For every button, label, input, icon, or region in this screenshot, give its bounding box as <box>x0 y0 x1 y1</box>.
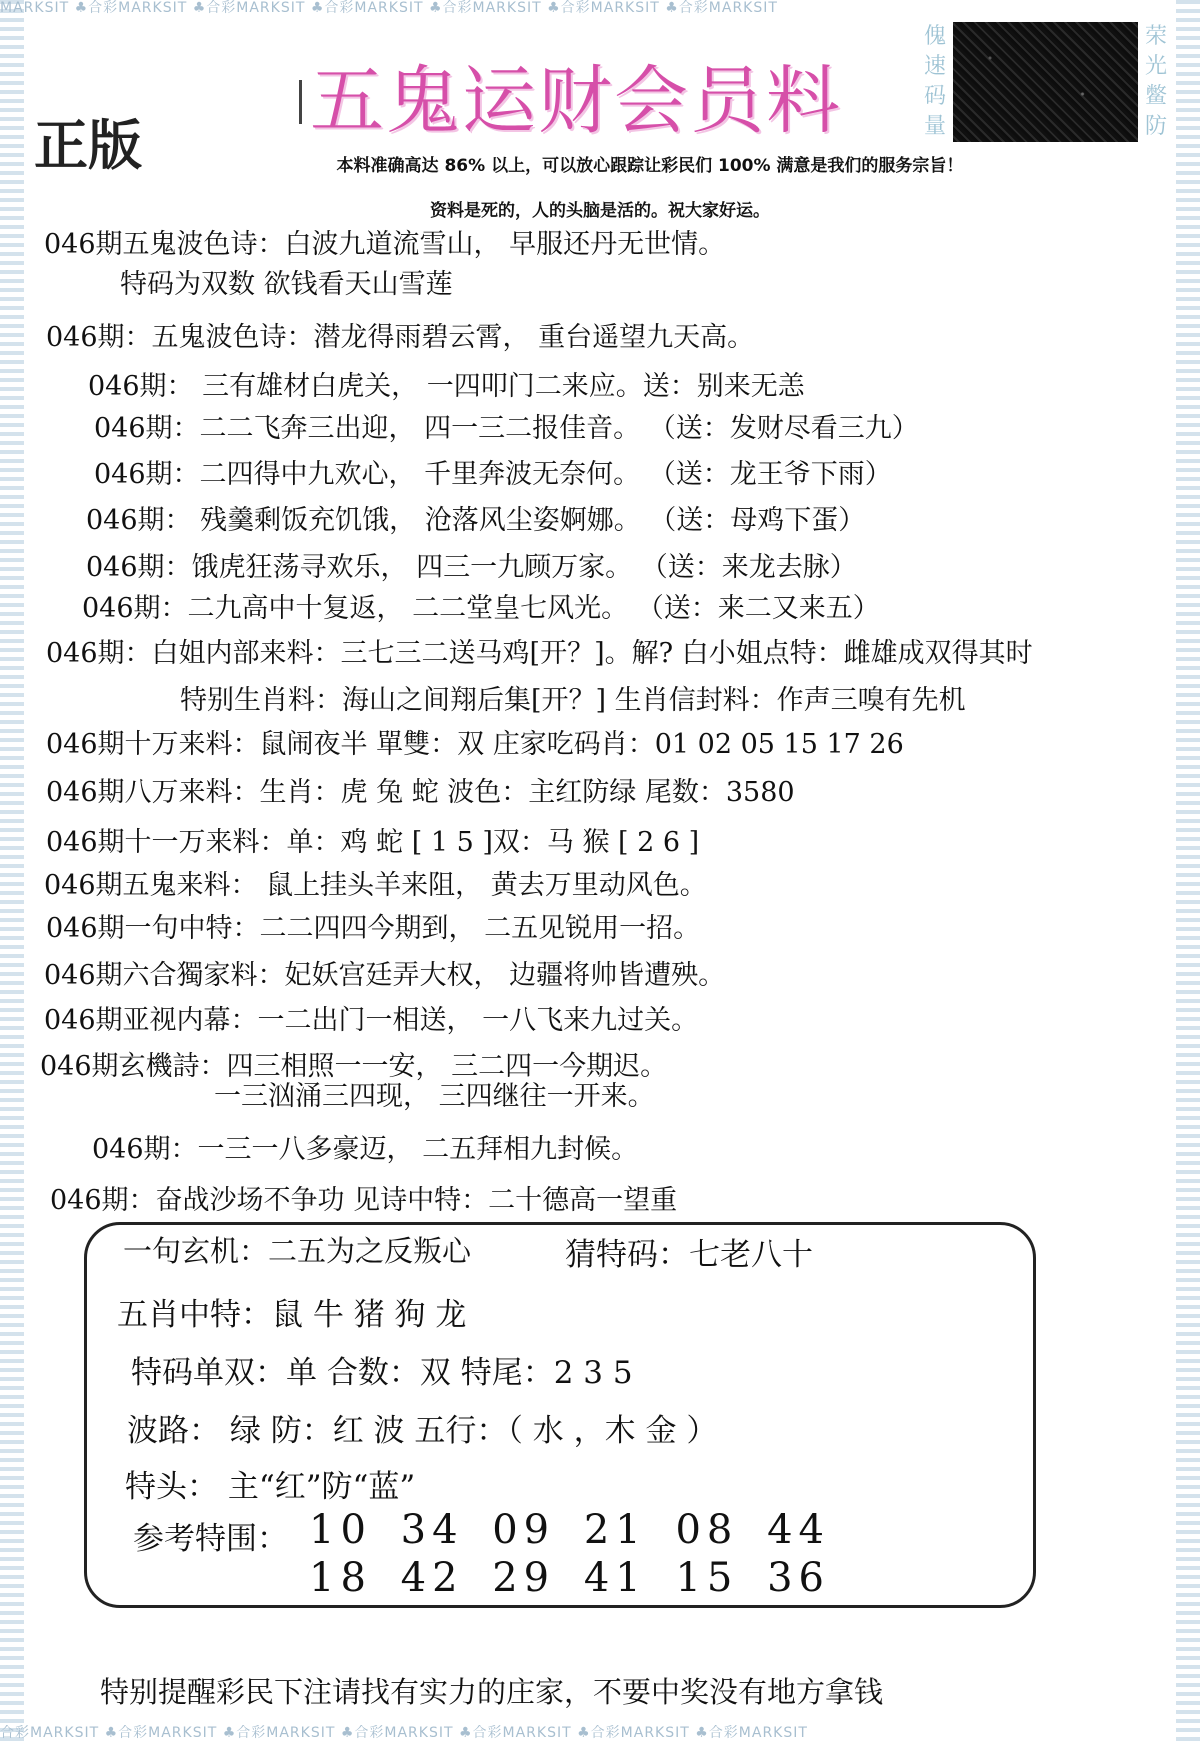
tagline-luck: 资料是死的，人的头脑是活的。祝大家好运。 <box>430 201 770 221</box>
text-line: 046期六合獨家料：妃妖宫廷弄大权， 边疆将帅皆遭殃。 <box>44 960 726 991</box>
text-line: 046期五鬼波色诗：白波九道流雪山， 早服还丹无世情。 <box>44 229 726 260</box>
text-line: 046期：五鬼波色诗：潜龙得雨碧云霄， 重台遥望九天高。 <box>46 322 755 353</box>
genuine-badge: 正版 <box>34 114 142 177</box>
five-zodiac-picks: 五肖中特：鼠 牛 猪 狗 龙 <box>117 1297 467 1333</box>
text-line: 特码为双数 欲钱看天山雪莲 <box>120 269 453 300</box>
text-line: 046期：奋战沙场不争功 见诗中特：二十德高一望重 <box>50 1185 678 1216</box>
text-line: 046期十万来料：鼠闹夜半 單雙：双 庄家吃码肖：01 02 05 15 17 26 <box>46 729 904 760</box>
text-line: 046期：饿虎狂荡寻欢乐， 四三一九顾万家。 （送：来龙去脉） <box>86 552 857 583</box>
left-watermark-border <box>0 0 24 1741</box>
special-head: 特头： 主“红”防“蓝” <box>125 1469 416 1505</box>
page-title: 五鬼运财会员料 <box>310 58 842 144</box>
text-line: 046期：二九高中十复返， 二二堂皇七风光。 （送：来二又来五） <box>82 593 880 624</box>
text-line: 046期八万来料：生肖：虎 兔 蛇 波色：主红防绿 尾数：3580 <box>46 777 795 808</box>
guess-special-code: 猜特码：七老八十 <box>565 1237 813 1273</box>
reference-range-row-2: 18 42 29 41 15 36 <box>309 1555 830 1601</box>
text-line: 046期：一三一八多豪迈， 二五拜相九封候。 <box>92 1134 639 1165</box>
text-line: 046期一句中特：二二四四今期到， 二五见锐用一招。 <box>46 913 701 944</box>
text-line: 046期： 三有雄材白虎关， 一四叩门二来应。送：别来无恙 <box>88 371 805 402</box>
text-line: 特别生肖料：海山之间翔后集[开？] 生肖信封料：作声三嗅有先机 <box>180 685 966 716</box>
text-line: 一三汹涌三四现， 三四继往一开来。 <box>214 1081 655 1112</box>
wave-and-elements: 波路： 绿 防：红 波 五行：（ 水 ，木 金 ） <box>127 1413 718 1449</box>
text-line: 046期十一万来料：单：鸡 蛇 [ 1 5 ]双：马 猴 [ 2 6 ] <box>46 827 700 858</box>
qr-code-image <box>953 22 1138 142</box>
text-line: 046期玄機詩：四三相照一一安， 三二四一今期迟。 <box>40 1051 668 1082</box>
text-line: 046期五鬼来料： 鼠上挂头羊来阻， 黄去万里动风色。 <box>44 870 707 901</box>
text-line: 046期亚视内幕：一二出门一相送， 一八飞来九过关。 <box>44 1005 699 1036</box>
footer-reminder: 特别提醒彩民下注请找有实力的庄家，不要中奖没有地方拿钱 <box>100 1675 884 1709</box>
bottom-watermark: 合彩MARKSIT ♣合彩MARKSIT ♣合彩MARKSIT ♣合彩MARKSIT ♣合彩MARKSIT ♣合彩MARKSIT ♣合彩MARKSIT <box>0 1725 808 1741</box>
summary-panel <box>84 1222 1036 1608</box>
reference-range-row-1: 10 34 09 21 08 44 <box>309 1507 830 1553</box>
text-line: 046期：二二飞奔三出迎， 四一三二报佳音。 （送：发财尽看三九） <box>94 413 919 444</box>
qr-side-label-right: 荣光鳖防 <box>1144 24 1167 139</box>
mystic-phrase: 一句玄机：二五为之反叛心 <box>123 1234 472 1268</box>
text-line: 046期：二四得中九欢心， 千里奔波无奈何。 （送：龙王爷下雨） <box>94 459 892 490</box>
text-line: 046期：白姐内部来料：三七三二送马鸡[开？]。解? 白小姐点特：雌雄成双得其时 <box>46 638 1033 669</box>
title-divider <box>299 80 302 124</box>
qr-side-label-left: 傀速码量 <box>923 24 946 139</box>
odd-even-sum-tail: 特码单双：单 合数：双 特尾：2 3 5 <box>131 1355 633 1391</box>
top-watermark: MARKSIT ♣合彩MARKSIT ♣合彩MARKSIT ♣合彩MARKSIT ♣合彩MARKSIT ♣合彩MARKSIT ♣合彩MARKSIT <box>0 0 778 16</box>
tagline-accuracy: 本料准确高达 86% 以上，可以放心跟踪让彩民们 100% 满意是我们的服务宗旨！ <box>336 156 964 176</box>
right-watermark-border <box>1176 0 1200 1741</box>
reference-range-label: 参考特围： <box>133 1521 288 1557</box>
text-line: 046期： 残羹剩饭充饥饿， 沧落风尘姿婀娜。 （送：母鸡下蛋） <box>86 505 866 536</box>
